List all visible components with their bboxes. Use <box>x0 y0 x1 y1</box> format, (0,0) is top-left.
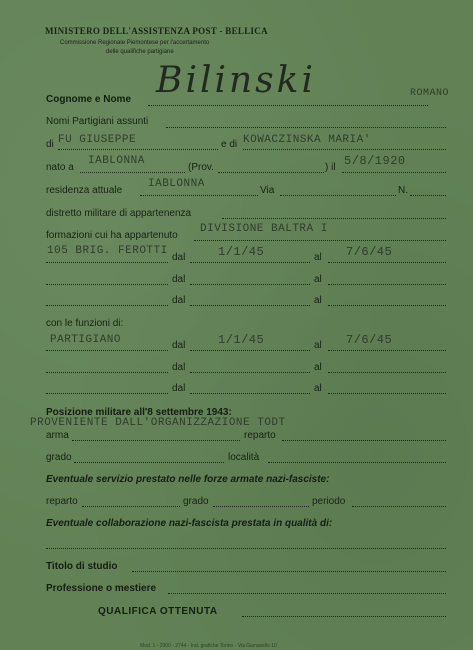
residence-label: residenza attuale <box>46 185 123 196</box>
handwritten-surname: Bilinski <box>156 60 316 101</box>
surname-label: Cognome e Nome <box>46 94 132 105</box>
formation-line-3 <box>46 305 168 306</box>
birth-date: 5/8/1920 <box>344 154 406 168</box>
grado2-line <box>213 506 309 507</box>
residence-line <box>140 195 258 196</box>
formation-dal-line-1 <box>190 262 310 263</box>
function-al-label-3: al <box>314 383 322 394</box>
reparto2-label: reparto <box>46 496 78 507</box>
prov-label: (Prov. <box>188 162 214 173</box>
study-line <box>132 571 446 572</box>
qualifiche-line: delle qualifiche partigiane <box>106 49 174 55</box>
district-label: distretto militare di appartenenza <box>46 208 192 219</box>
n-line <box>410 195 446 196</box>
function-dal-label-2: dal <box>172 362 186 373</box>
reparto-label: reparto <box>244 430 276 441</box>
formation-al-line-3 <box>328 305 446 306</box>
function-dal-1: 1/1/45 <box>218 333 265 347</box>
formation-al-label-3: al <box>314 295 322 306</box>
reparto-line <box>282 440 446 441</box>
mother-label: e di <box>221 139 238 150</box>
study-label: Titolo di studio <box>46 561 118 572</box>
commission-line: Commissione Regionale Piemontese per l'accertamento <box>60 40 210 46</box>
function-value: PARTIGIANO <box>50 334 122 346</box>
function-al-1: 7/6/45 <box>346 333 393 347</box>
father-line <box>58 149 218 150</box>
formations-label: formazioni cui ha appartenuto <box>46 230 178 241</box>
arma-label: arma <box>46 430 69 441</box>
function-line-1 <box>46 350 168 351</box>
father-value: FU GIUSEPPE <box>58 134 137 146</box>
military-position-label: Posizione militare all'8 settembre 1943: <box>46 407 232 418</box>
formation-dal-label-3: dal <box>172 295 186 306</box>
formation-dal-1: 1/1/45 <box>218 245 265 259</box>
grado-label: grado <box>46 452 72 463</box>
military-position-value: PROVENIENTE DALL'ORGANIZZAZIONE TODT <box>30 417 286 429</box>
formation-al-1: 7/6/45 <box>346 245 393 259</box>
qualification-label: QUALIFICA OTTENUTA <box>98 606 218 617</box>
localita-line <box>268 462 446 463</box>
brigade-line <box>46 262 168 263</box>
formations-line <box>194 240 446 241</box>
first-name-typed: ROMANO <box>410 88 450 99</box>
print-note: Mod. 1 - 2000 - 2744 - Ind. grafiche Torino - Via Gianavello 10 <box>140 643 277 649</box>
formation-al-line-2 <box>328 284 446 285</box>
formation-al-label-1: al <box>314 252 322 263</box>
district-line <box>222 218 446 219</box>
formations-value: DIVISIONE BALTRA I <box>200 223 328 235</box>
formation-al-label-2: al <box>314 274 322 285</box>
function-al-label-2: al <box>314 362 322 373</box>
profession-line <box>168 593 446 594</box>
born-label: nato a <box>46 162 74 173</box>
service-label: Eventuale servizio prestato nelle forze armate nazi-fasciste: <box>46 474 330 485</box>
via-line <box>280 195 396 196</box>
formation-line-2 <box>46 284 168 285</box>
formation-dal-label-2: dal <box>172 274 186 285</box>
prov-close: ) il <box>325 162 336 173</box>
function-al-line-3 <box>328 393 446 394</box>
collab-line <box>46 548 446 549</box>
mother-line <box>243 149 446 150</box>
function-dal-label-1: dal <box>172 340 186 351</box>
father-label: di <box>46 139 54 150</box>
function-dal-line-1 <box>190 350 310 351</box>
profession-label: Professione o mestiere <box>46 583 157 594</box>
function-dal-label-3: dal <box>172 383 186 394</box>
alias-label: Nomi Partigiani assunti <box>46 116 149 127</box>
ministry-title: MINISTERO DELL'ASSISTENZA POST - BELLICA <box>45 26 268 36</box>
born-line <box>80 172 185 173</box>
formation-dal-label-1: dal <box>172 252 186 263</box>
function-line-2 <box>46 372 168 373</box>
brigade-value: 105 BRIG. FEROTTI <box>47 245 168 257</box>
via-label: Via <box>260 185 275 196</box>
function-al-line-2 <box>328 372 446 373</box>
function-al-line-1 <box>328 350 446 351</box>
mother-value: KOWACZINSKA MARIA' <box>243 134 371 146</box>
function-dal-line-3 <box>190 393 310 394</box>
function-dal-line-2 <box>190 372 310 373</box>
born-value: IABLONNA <box>88 155 145 167</box>
prov-line <box>218 172 324 173</box>
localita-label: località <box>228 452 260 463</box>
functions-label: con le funzioni di: <box>46 318 124 329</box>
periodo-label: periodo <box>312 496 346 507</box>
formation-al-line-1 <box>328 262 446 263</box>
qualification-line <box>242 616 446 617</box>
function-al-label-1: al <box>314 340 322 351</box>
grado-line <box>74 462 224 463</box>
function-line-3 <box>46 393 168 394</box>
formation-dal-line-3 <box>190 305 310 306</box>
surname-line <box>148 105 428 106</box>
collab-label: Eventuale collaborazione nazi-fascista prestata in qualità di: <box>46 518 333 529</box>
residence-value: IABLONNA <box>148 178 205 190</box>
periodo-line <box>352 506 446 507</box>
formation-dal-line-2 <box>190 284 310 285</box>
grado2-label: grado <box>183 496 209 507</box>
reparto2-line <box>82 506 180 507</box>
alias-line <box>166 127 446 128</box>
n-label: N. <box>398 185 408 196</box>
birth-date-line <box>342 172 446 173</box>
arma-line <box>72 440 240 441</box>
